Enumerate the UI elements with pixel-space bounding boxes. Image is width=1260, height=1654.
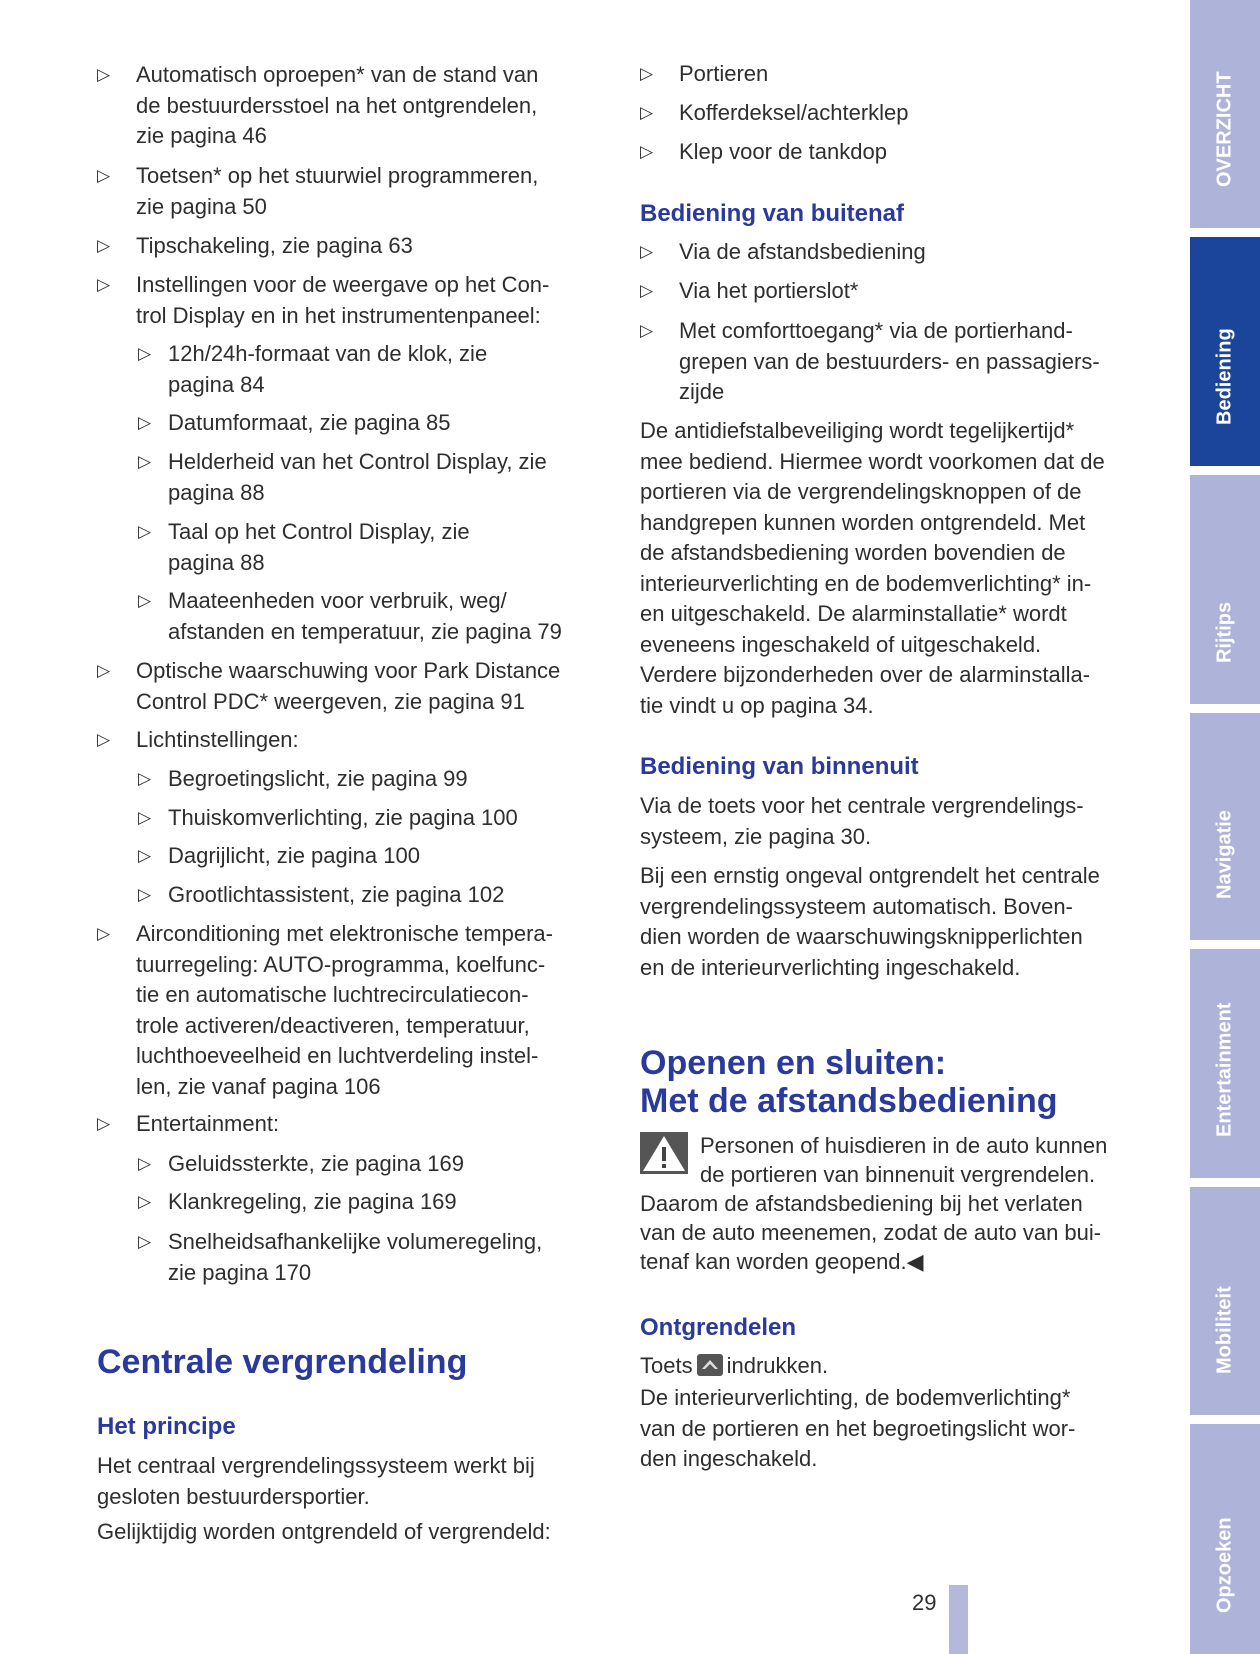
tab-mobiliteit[interactable] [1190,1187,1260,1415]
warning-text: Personen of huisdieren in de auto kunnen [700,1133,1108,1158]
list-item-text: Tipschakeling, zie pagina 63 [136,233,413,258]
paragraph-line: dien worden de waarschuwingsknipperlichten [640,924,1083,949]
list-item-text: Toetsen* op het stuurwiel programmeren, [136,163,539,188]
paragraph-line: Verdere bijzonderheden over de alarminstalla- [640,662,1091,687]
page-number: 29 [912,1590,937,1615]
warning-text: de portieren van binnenuit vergrendelen. [700,1162,1096,1187]
paragraph-line: van de portieren en het begroetingslicht wor- [640,1415,1076,1441]
bullet-icon: ▷ [640,103,654,122]
tab-label: Entertainment [1213,1002,1236,1137]
paragraph-line: interieurverlichting en de bodemverlichting* in- [640,570,1092,596]
paragraph-line: gesloten bestuurdersportier. [97,1483,370,1509]
section-heading: Met de afstandsbediening [640,1082,1058,1120]
list-item-text: Datumformaat, zie pagina 85 [168,410,451,435]
warning-text: van de auto meenemen, zodat de auto van bui- [640,1220,1102,1245]
list-item-text: zie pagina 50 [136,193,267,219]
list-item-text: trole activeren/deactiveren, temperatuur, [136,1012,530,1038]
instruction-text: indrukken. [726,1353,829,1378]
subsection-heading: Het principe [97,1413,236,1440]
paragraph-line: vergrendelingssysteem automatisch. Boven- [640,893,1073,919]
paragraph-line: eveneens ingeschakeld of uitgeschakeld. [640,631,1042,657]
tab-label: Opzoeken [1213,1517,1236,1613]
paragraph-line: tie vindt u op pagina 34. [640,692,874,718]
list-item-text: Optische waarschuwing voor Park Distance [136,658,561,683]
subsection-heading: Bediening van buitenaf [640,200,905,227]
bullet-icon: ▷ [97,166,111,185]
sub-bullet-icon: ▷ [138,344,152,363]
bullet-icon: ▷ [97,275,111,294]
list-item-text: grepen van de bestuurders- en passagiers- [679,348,1100,374]
list-item-text: Kofferdeksel/achterklep [679,100,909,125]
tab-bediening[interactable] [1190,237,1260,466]
sub-bullet-icon: ▷ [138,591,152,610]
bullet-icon: ▷ [640,321,654,340]
sub-bullet-icon: ▷ [138,808,152,827]
paragraph-line: en de interieurverlichting ingeschakeld. [640,954,1021,980]
list-item-text: Helderheid van het Control Display, zie [168,449,547,474]
paragraph-line: mee bediend. Hiermee wordt voorkomen dat de [640,448,1105,474]
bullet-icon: ▷ [97,1114,111,1133]
list-item-text: Control PDC* weergeven, zie pagina 91 [136,688,525,714]
tab-label: Rijtips [1213,601,1236,663]
bullet-icon: ▷ [640,242,654,261]
paragraph-line: handgrepen kunnen worden ontgrendeld. Met [640,509,1086,535]
subsection-heading: Ontgrendelen [640,1314,797,1341]
list-item-text: tuurregeling: AUTO-programma, koelfunc- [136,951,546,977]
bullet-icon: ▷ [640,64,654,83]
list-item-text: len, zie vanaf pagina 106 [136,1073,381,1099]
bullet-icon: ▷ [97,661,111,680]
bullet-icon: ▷ [97,924,111,943]
list-item-text: Airconditioning met elektronische tempera- [136,921,553,946]
list-item-text: 12h/24h-formaat van de klok, zie [168,341,488,366]
warning-text: Daarom de afstandsbediening bij het verlaten [640,1191,1083,1216]
sub-bullet-icon: ▷ [138,452,152,471]
instruction-text: Toets [640,1353,693,1378]
list-item-text: Entertainment: [136,1111,280,1136]
tab-label: Mobiliteit [1213,1286,1236,1374]
instruction-line [640,1351,828,1380]
list-item-text: tie en automatische luchtrecirculatiecon- [136,982,529,1007]
list-item-text: Lichtinstellingen: [136,727,299,752]
tab-rijtips[interactable] [1190,475,1260,704]
sub-bullet-icon: ▷ [138,522,152,541]
sub-bullet-icon: ▷ [138,1154,152,1173]
list-item-text: Automatisch oproepen* van de stand van [136,62,539,87]
paragraph-line: De antidiefstalbeveiliging wordt tegelijkertijd* [640,418,1075,443]
sub-bullet-icon: ▷ [138,1192,152,1211]
tab-label: Bediening [1213,328,1236,425]
sub-bullet-icon: ▷ [138,885,152,904]
list-item-text: Snelheidsafhankelijke volumeregeling, [168,1229,543,1254]
list-item-text: Maateenheden voor verbruik, weg/ [168,588,507,613]
list-item-text: Taal op het Control Display, zie [168,519,470,544]
paragraph-line: Bij een ernstig ongeval ontgrendelt het centrale [640,863,1100,888]
paragraph-line: Het centraal vergrendelingssysteem werkt bij [97,1453,535,1478]
list-item-text: Grootlichtassistent, zie pagina 102 [168,882,505,907]
list-item-text: zijde [679,379,725,404]
paragraph-line: De interieurverlichting, de bodemverlichting* [640,1385,1071,1410]
list-item-text: zie pagina 46 [136,123,267,148]
list-item-text: Instellingen voor de weergave op het Con- [136,272,550,297]
list-item-text: Dagrijlicht, zie pagina 100 [168,843,420,868]
list-item-text: afstanden en temperatuur, zie pagina 79 [168,618,562,644]
paragraph-line: den ingeschakeld. [640,1446,818,1471]
list-item-text: Portieren [679,61,769,86]
list-item-text: pagina 88 [168,479,265,505]
list-item-text: de bestuurdersstoel na het ontgrendelen, [136,92,538,118]
bullet-icon: ▷ [640,142,654,161]
sub-bullet-icon: ▷ [138,769,152,788]
bullet-icon: ▷ [97,730,111,749]
unlock-key-icon [697,1354,723,1376]
paragraph-line: en uitgeschakeld. De alarminstallatie* wordt [640,601,1067,626]
section-heading: Openen en sluiten: [640,1044,947,1082]
paragraph-line: Gelijktijdig worden ontgrendeld of vergrendeld: [97,1519,551,1544]
bullet-icon: ▷ [97,236,111,255]
page-marker-bar [949,1585,968,1654]
tab-navigatie[interactable] [1190,713,1260,940]
bullet-icon: ▷ [640,281,654,300]
warning-text: tenaf kan worden geopend.◀ [640,1249,924,1274]
list-item-text: Geluidssterkte, zie pagina 169 [168,1151,464,1176]
list-item-text: Klep voor de tankdop [679,139,887,164]
paragraph-line: portieren via de vergrendelingsknoppen of de [640,479,1082,504]
tab-entertainment[interactable] [1190,949,1260,1178]
list-item-text: Via de afstandsbediening [679,239,926,264]
subsection-heading: Bediening van binnenuit [640,753,919,780]
paragraph-line: Via de toets voor het centrale vergrendelings- [640,793,1084,818]
tab-opzoeken[interactable] [1190,1424,1260,1654]
list-item-text: trol Display en in het instrumentenpaneel: [136,302,541,328]
list-item-text: zie pagina 170 [168,1259,312,1285]
sub-bullet-icon: ▷ [138,1232,152,1251]
tab-label: OVERZICHT [1213,71,1236,187]
list-item-text: pagina 88 [168,549,265,575]
list-item-text: Thuiskomverlichting, zie pagina 100 [168,805,518,830]
paragraph-line: systeem, zie pagina 30. [640,823,872,849]
list-item-text: Met comforttoegang* via de portierhand- [679,318,1073,343]
tab-overzicht[interactable] [1190,0,1260,228]
list-item-text: Klankregeling, zie pagina 169 [168,1189,457,1214]
tab-label: Navigatie [1213,810,1236,899]
sub-bullet-icon: ▷ [138,413,152,432]
bullet-icon: ▷ [97,65,111,84]
section-heading: Centrale vergrendeling [97,1343,468,1381]
warning-icon [640,1132,688,1174]
list-item-text: Via het portierslot* [679,278,859,303]
sub-bullet-icon: ▷ [138,846,152,865]
list-item-text: Begroetingslicht, zie pagina 99 [168,766,468,791]
list-item-text: luchthoeveelheid en luchtverdeling instel- [136,1043,539,1068]
list-item-text: pagina 84 [168,371,265,397]
paragraph-line: de afstandsbediening worden bovendien de [640,540,1066,565]
